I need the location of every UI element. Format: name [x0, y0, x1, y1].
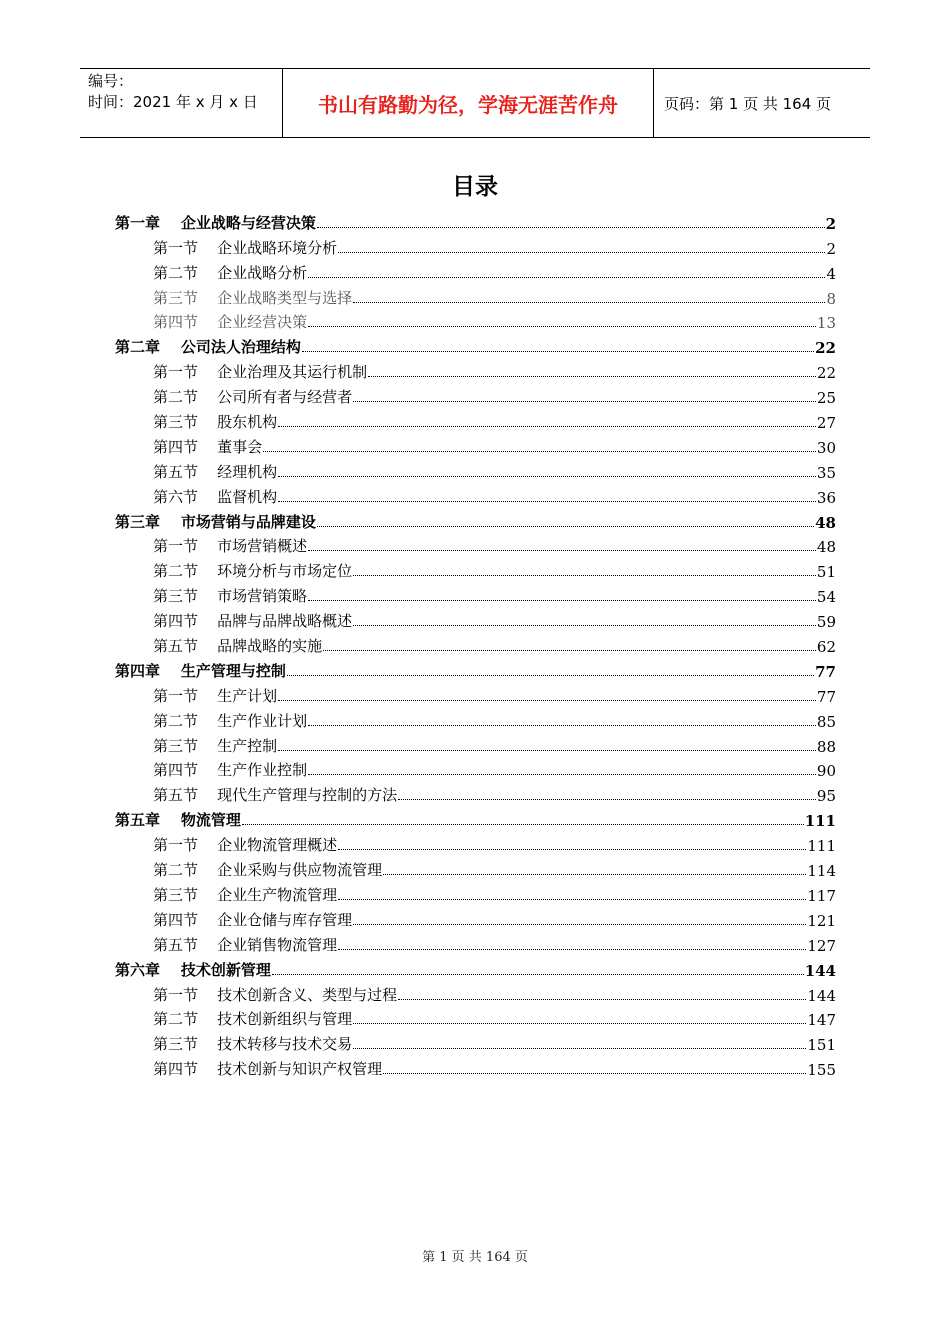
dot-leader [353, 575, 816, 576]
toc-entry-label: 第一节 [153, 537, 199, 556]
dot-leader [278, 476, 816, 477]
toc-entry-text: 监督机构 [217, 487, 278, 506]
toc-entry-page: 62 [816, 638, 836, 657]
dot-leader [308, 600, 816, 601]
toc-entry-label: 第二节 [153, 1010, 199, 1029]
toc-entry-page: 111 [807, 837, 836, 856]
toc-section-entry[interactable] [115, 482, 836, 507]
toc-section-entry[interactable] [115, 407, 836, 432]
toc-entry-page: 51 [816, 563, 836, 582]
toc-entry-page: 151 [807, 1036, 836, 1055]
toc-entry-page: 144 [804, 961, 836, 980]
toc-entry-text: 公司所有者与经营者 [217, 388, 353, 407]
page-header [80, 68, 870, 138]
toc-entry-label: 第四节 [153, 761, 199, 780]
toc-entry-text: 企业战略与经营决策 [180, 213, 316, 232]
toc-entry-label: 第五章 [115, 811, 161, 830]
toc-section-entry[interactable] [115, 780, 836, 805]
toc-entry-text: 股东机构 [217, 413, 278, 432]
toc-section-entry[interactable] [115, 1054, 836, 1079]
toc-entry-text: 生产管理与控制 [180, 661, 286, 680]
dot-leader [302, 351, 814, 352]
dot-leader [308, 774, 816, 775]
dot-leader [338, 899, 806, 900]
toc-entry-text: 企业治理及其运行机制 [217, 363, 368, 382]
dot-leader [353, 1023, 806, 1024]
dot-leader [398, 799, 816, 800]
dot-leader [308, 326, 816, 327]
toc-entry-page: 2 [826, 239, 836, 258]
dot-leader [368, 376, 816, 377]
header-page-info: 页码：第 1 页 共 164 页 [664, 94, 832, 113]
dot-leader [308, 277, 825, 278]
toc-entry-label: 第五节 [153, 462, 199, 481]
toc-entry-label: 第二章 [115, 338, 161, 357]
toc-section-entry[interactable] [115, 706, 836, 731]
toc-entry-label: 第一节 [153, 985, 199, 1004]
dot-leader [278, 750, 816, 751]
toc-entry-label: 第一节 [153, 238, 199, 257]
toc-entry-page: 88 [816, 737, 836, 756]
toc-entry-label: 第五节 [153, 637, 199, 656]
toc-entry-page: 48 [815, 513, 836, 532]
toc-entry-text: 品牌战略的实施 [217, 637, 323, 656]
toc-entry-label: 第五节 [153, 935, 199, 954]
toc-entry-text: 企业物流管理概述 [217, 836, 338, 855]
dot-leader [353, 625, 816, 626]
toc-section-entry[interactable] [115, 382, 836, 407]
toc-entry-page: 30 [816, 438, 836, 457]
toc-section-entry[interactable] [115, 731, 836, 756]
toc-entry-text: 董事会 [217, 437, 263, 456]
toc-entry-page: 27 [816, 414, 836, 433]
toc-section-entry[interactable] [115, 756, 836, 781]
dot-leader [353, 1048, 806, 1049]
toc-entry-page: 2 [825, 214, 836, 233]
toc-entry-page: 35 [816, 463, 836, 482]
toc-section-entry[interactable] [115, 880, 836, 905]
toc-chapter-entry[interactable] [115, 805, 836, 830]
toc-entry-text: 技术创新含义、类型与过程 [217, 985, 398, 1004]
toc-entry-page: 13 [816, 314, 836, 333]
toc-entry-label: 第三节 [153, 413, 199, 432]
toc-entry-label: 第一节 [153, 363, 199, 382]
toc-entry-label: 第二节 [153, 388, 199, 407]
dot-leader [398, 999, 806, 1000]
toc-entry-label: 第四节 [153, 437, 199, 456]
dot-leader [353, 302, 825, 303]
toc-entry-label: 第一节 [153, 836, 199, 855]
dot-leader [383, 1073, 806, 1074]
toc-entry-text: 企业生产物流管理 [217, 885, 338, 904]
toc-entry-page: 54 [816, 588, 836, 607]
toc-entry-label: 第二节 [153, 861, 199, 880]
toc-entry-text: 企业战略环境分析 [217, 238, 338, 257]
dot-leader [278, 426, 816, 427]
dot-leader [263, 451, 816, 452]
toc-entry-page: 4 [826, 264, 836, 283]
dot-leader [278, 501, 816, 502]
dot-leader [242, 824, 804, 825]
dot-leader [338, 252, 825, 253]
toc-entry-text: 市场营销与品牌建设 [180, 512, 316, 531]
header-motto: 书山有路勤为径，学海无涯苦作舟 [282, 69, 654, 137]
toc-entry-label: 第四章 [115, 661, 161, 680]
toc-entry-label: 第六节 [153, 487, 199, 506]
toc-entry-label: 第五节 [153, 786, 199, 805]
toc-section-entry[interactable] [115, 905, 836, 930]
toc-entry-text: 企业仓储与库存管理 [217, 910, 353, 929]
toc-entry-label: 第一章 [115, 213, 161, 232]
dot-leader [278, 700, 816, 701]
toc-entry-page: 147 [807, 1011, 836, 1030]
dot-leader [353, 401, 816, 402]
toc-section-entry[interactable] [115, 233, 836, 258]
toc-entry-text: 公司法人治理结构 [180, 338, 301, 357]
toc-chapter-entry[interactable] [115, 955, 836, 980]
toc-entry-label: 第一节 [153, 686, 199, 705]
toc-entry-page: 77 [815, 662, 836, 681]
dot-leader [317, 526, 814, 527]
toc-entry-text: 企业战略分析 [217, 263, 308, 282]
toc-entry-text: 企业采购与供应物流管理 [217, 861, 383, 880]
toc-section-entry[interactable] [115, 532, 836, 557]
toc-entry-page: 155 [807, 1061, 836, 1080]
toc-entry-text: 企业经营决策 [217, 313, 308, 332]
dot-leader [323, 650, 816, 651]
toc-entry-page: 127 [807, 936, 836, 955]
toc-entry-text: 技术创新管理 [180, 960, 271, 979]
toc-entry-page: 8 [826, 289, 836, 308]
toc-section-entry[interactable] [115, 681, 836, 706]
toc-entry-label: 第六章 [115, 960, 161, 979]
number-label: 编号： [88, 72, 134, 90]
toc-entry-page: 25 [816, 389, 836, 408]
toc-section-entry[interactable] [115, 581, 836, 606]
toc-entry-page: 117 [807, 886, 836, 905]
toc-entry-label: 第四节 [153, 1060, 199, 1079]
toc-section-entry[interactable] [115, 930, 836, 955]
header-meta [80, 69, 282, 137]
toc-entry-label: 第四节 [153, 612, 199, 631]
dot-leader [338, 949, 806, 950]
toc-entry-text: 环境分析与市场定位 [217, 562, 353, 581]
toc-entry-label: 第三节 [153, 587, 199, 606]
table-of-contents [115, 208, 836, 1079]
toc-section-entry[interactable] [115, 980, 836, 1005]
toc-entry-page: 90 [816, 762, 836, 781]
toc-entry-page: 114 [807, 862, 836, 881]
toc-chapter-entry[interactable] [115, 656, 836, 681]
toc-section-entry[interactable] [115, 1005, 836, 1030]
toc-entry-page: 85 [816, 712, 836, 731]
toc-entry-label: 第二节 [153, 263, 199, 282]
toc-entry-page: 121 [807, 911, 836, 930]
dot-leader [317, 227, 825, 228]
toc-entry-label: 第四节 [153, 910, 199, 929]
toc-chapter-entry[interactable] [115, 507, 836, 532]
toc-entry-label: 第三节 [153, 736, 199, 755]
toc-section-entry[interactable] [115, 258, 836, 283]
toc-entry-label: 第三章 [115, 512, 161, 531]
toc-entry-text: 市场营销概述 [217, 537, 308, 556]
toc-entry-text: 企业战略类型与选择 [217, 288, 353, 307]
toc-section-entry[interactable] [115, 830, 836, 855]
toc-entry-page: 36 [816, 488, 836, 507]
toc-entry-page: 59 [816, 613, 836, 632]
dot-leader [308, 725, 816, 726]
page-footer: 第 1 页 共 164 页 [422, 1250, 528, 1265]
toc-entry-label: 第二节 [153, 562, 199, 581]
toc-entry-text: 生产作业控制 [217, 761, 308, 780]
dot-leader [353, 924, 806, 925]
toc-section-entry[interactable] [115, 556, 836, 581]
toc-section-entry[interactable] [115, 631, 836, 656]
toc-entry-text: 技术转移与技术交易 [217, 1035, 353, 1054]
toc-entry-label: 第四节 [153, 313, 199, 332]
toc-entry-page: 48 [816, 538, 836, 557]
toc-entry-text: 经理机构 [217, 462, 278, 481]
dot-leader [287, 675, 814, 676]
toc-section-entry[interactable] [115, 855, 836, 880]
toc-entry-text: 市场营销策略 [217, 587, 308, 606]
toc-section-entry[interactable] [115, 432, 836, 457]
toc-entry-text: 生产控制 [217, 736, 278, 755]
dot-leader [383, 874, 806, 875]
toc-entry-page: 22 [815, 339, 836, 358]
toc-entry-page: 22 [816, 364, 836, 383]
toc-section-entry[interactable] [115, 1029, 836, 1054]
toc-entry-text: 技术创新组织与管理 [217, 1010, 353, 1029]
toc-entry-label: 第二节 [153, 711, 199, 730]
dot-leader [308, 550, 816, 551]
toc-entry-label: 第三节 [153, 288, 199, 307]
toc-entry-text: 生产作业计划 [217, 711, 308, 730]
dot-leader [272, 974, 804, 975]
toc-chapter-entry[interactable] [115, 332, 836, 357]
toc-entry-text: 技术创新与知识产权管理 [217, 1060, 383, 1079]
dot-leader [338, 849, 806, 850]
toc-entry-text: 现代生产管理与控制的方法 [217, 786, 398, 805]
toc-section-entry[interactable] [115, 457, 836, 482]
toc-entry-page: 95 [816, 787, 836, 806]
toc-chapter-entry[interactable] [115, 208, 836, 233]
toc-entry-text: 物流管理 [180, 811, 241, 830]
toc-section-entry[interactable] [115, 357, 836, 382]
toc-entry-text: 生产计划 [217, 686, 278, 705]
toc-section-entry[interactable] [115, 606, 836, 631]
toc-entry-label: 第三节 [153, 1035, 199, 1054]
toc-section-entry[interactable] [115, 283, 836, 308]
toc-entry-page: 144 [807, 986, 836, 1005]
toc-entry-label: 第三节 [153, 885, 199, 904]
toc-title: 目录 [452, 174, 498, 200]
toc-entry-text: 企业销售物流管理 [217, 935, 338, 954]
toc-section-entry[interactable] [115, 308, 836, 333]
date-label: 时间：2021 年 x 月 x 日 [88, 93, 258, 111]
toc-entry-page: 77 [816, 687, 836, 706]
toc-entry-text: 品牌与品牌战略概述 [217, 612, 353, 631]
toc-entry-page: 111 [804, 812, 836, 831]
